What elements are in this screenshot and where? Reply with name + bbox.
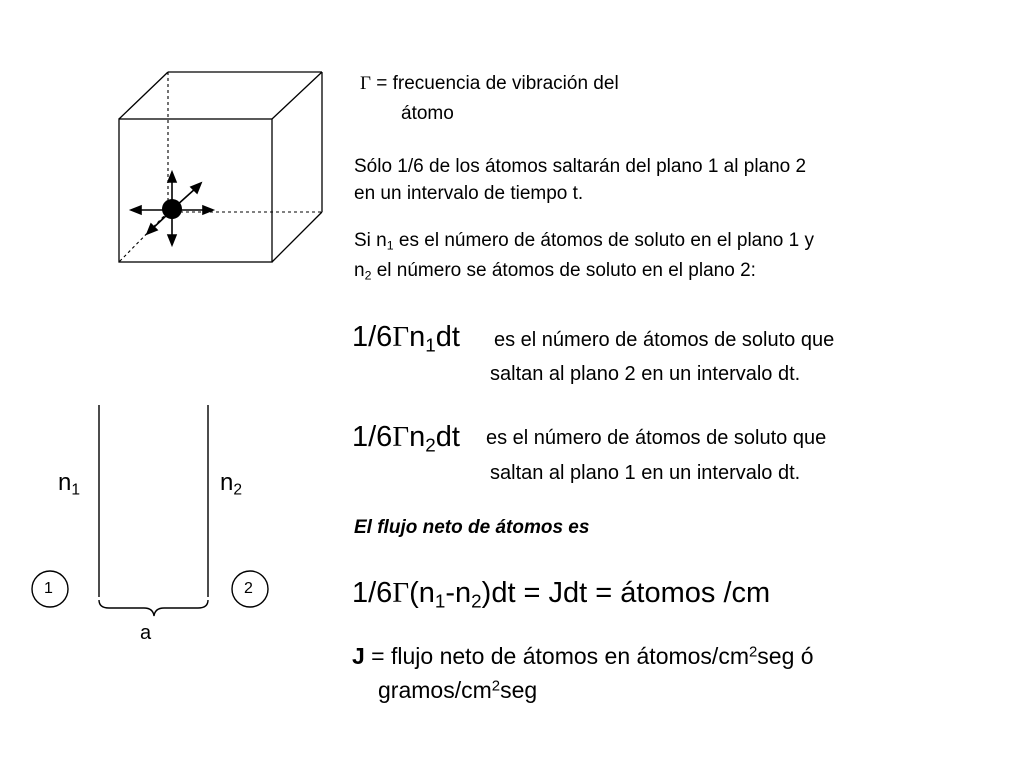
plane-2-label: $n_2$ [220,469,243,499]
plane-1-label: $n_1$ [58,469,81,499]
equation-1-desc2: saltan al plano 2 en un intervalo dt. [490,363,801,385]
equation-3: $1/6\Gamma(n_1-n_2)dt$ = Jdt = átomos /cm [352,577,771,612]
plane-1-number: 1 [44,580,53,597]
flujo-title: El flujo neto de átomos es [354,517,590,538]
solo-line2: en un intervalo de tiempo t. [354,183,584,204]
equation-2-desc2: saltan al plano 1 en un intervalo dt. [490,462,801,484]
equation-2-desc1: es el número de átomos de soluto que [486,427,827,449]
equation-2: $1/6\Gamma n_2dt$ [352,421,460,456]
j-definition-line2: gramos/$cm^2seg$ [378,677,538,703]
j-definition-line1: J = flujo neto de átomos en átomos/$cm^2seg$ ó [352,643,814,669]
equation-1: $1/6\Gamma n_1dt$ [352,321,460,356]
solo-line1: Sólo 1/6 de los átomos saltarán del plano 1 al plano 2 [354,156,807,177]
distance-label: a [140,622,152,644]
si-line2: $n_2$ el número se átomos de soluto en el plano 2: [354,260,756,283]
plane-2-number: 2 [244,580,253,597]
gamma-definition-line2: átomo [401,103,454,124]
equation-1-desc1: es el número de átomos de soluto que [494,329,835,351]
gamma-definition: Γ = frecuencia de vibración del [360,73,619,94]
si-line1: Si $n_1$ es el número de átomos de soluto en el plano 1 y [354,230,814,253]
distance-brace [99,600,208,616]
